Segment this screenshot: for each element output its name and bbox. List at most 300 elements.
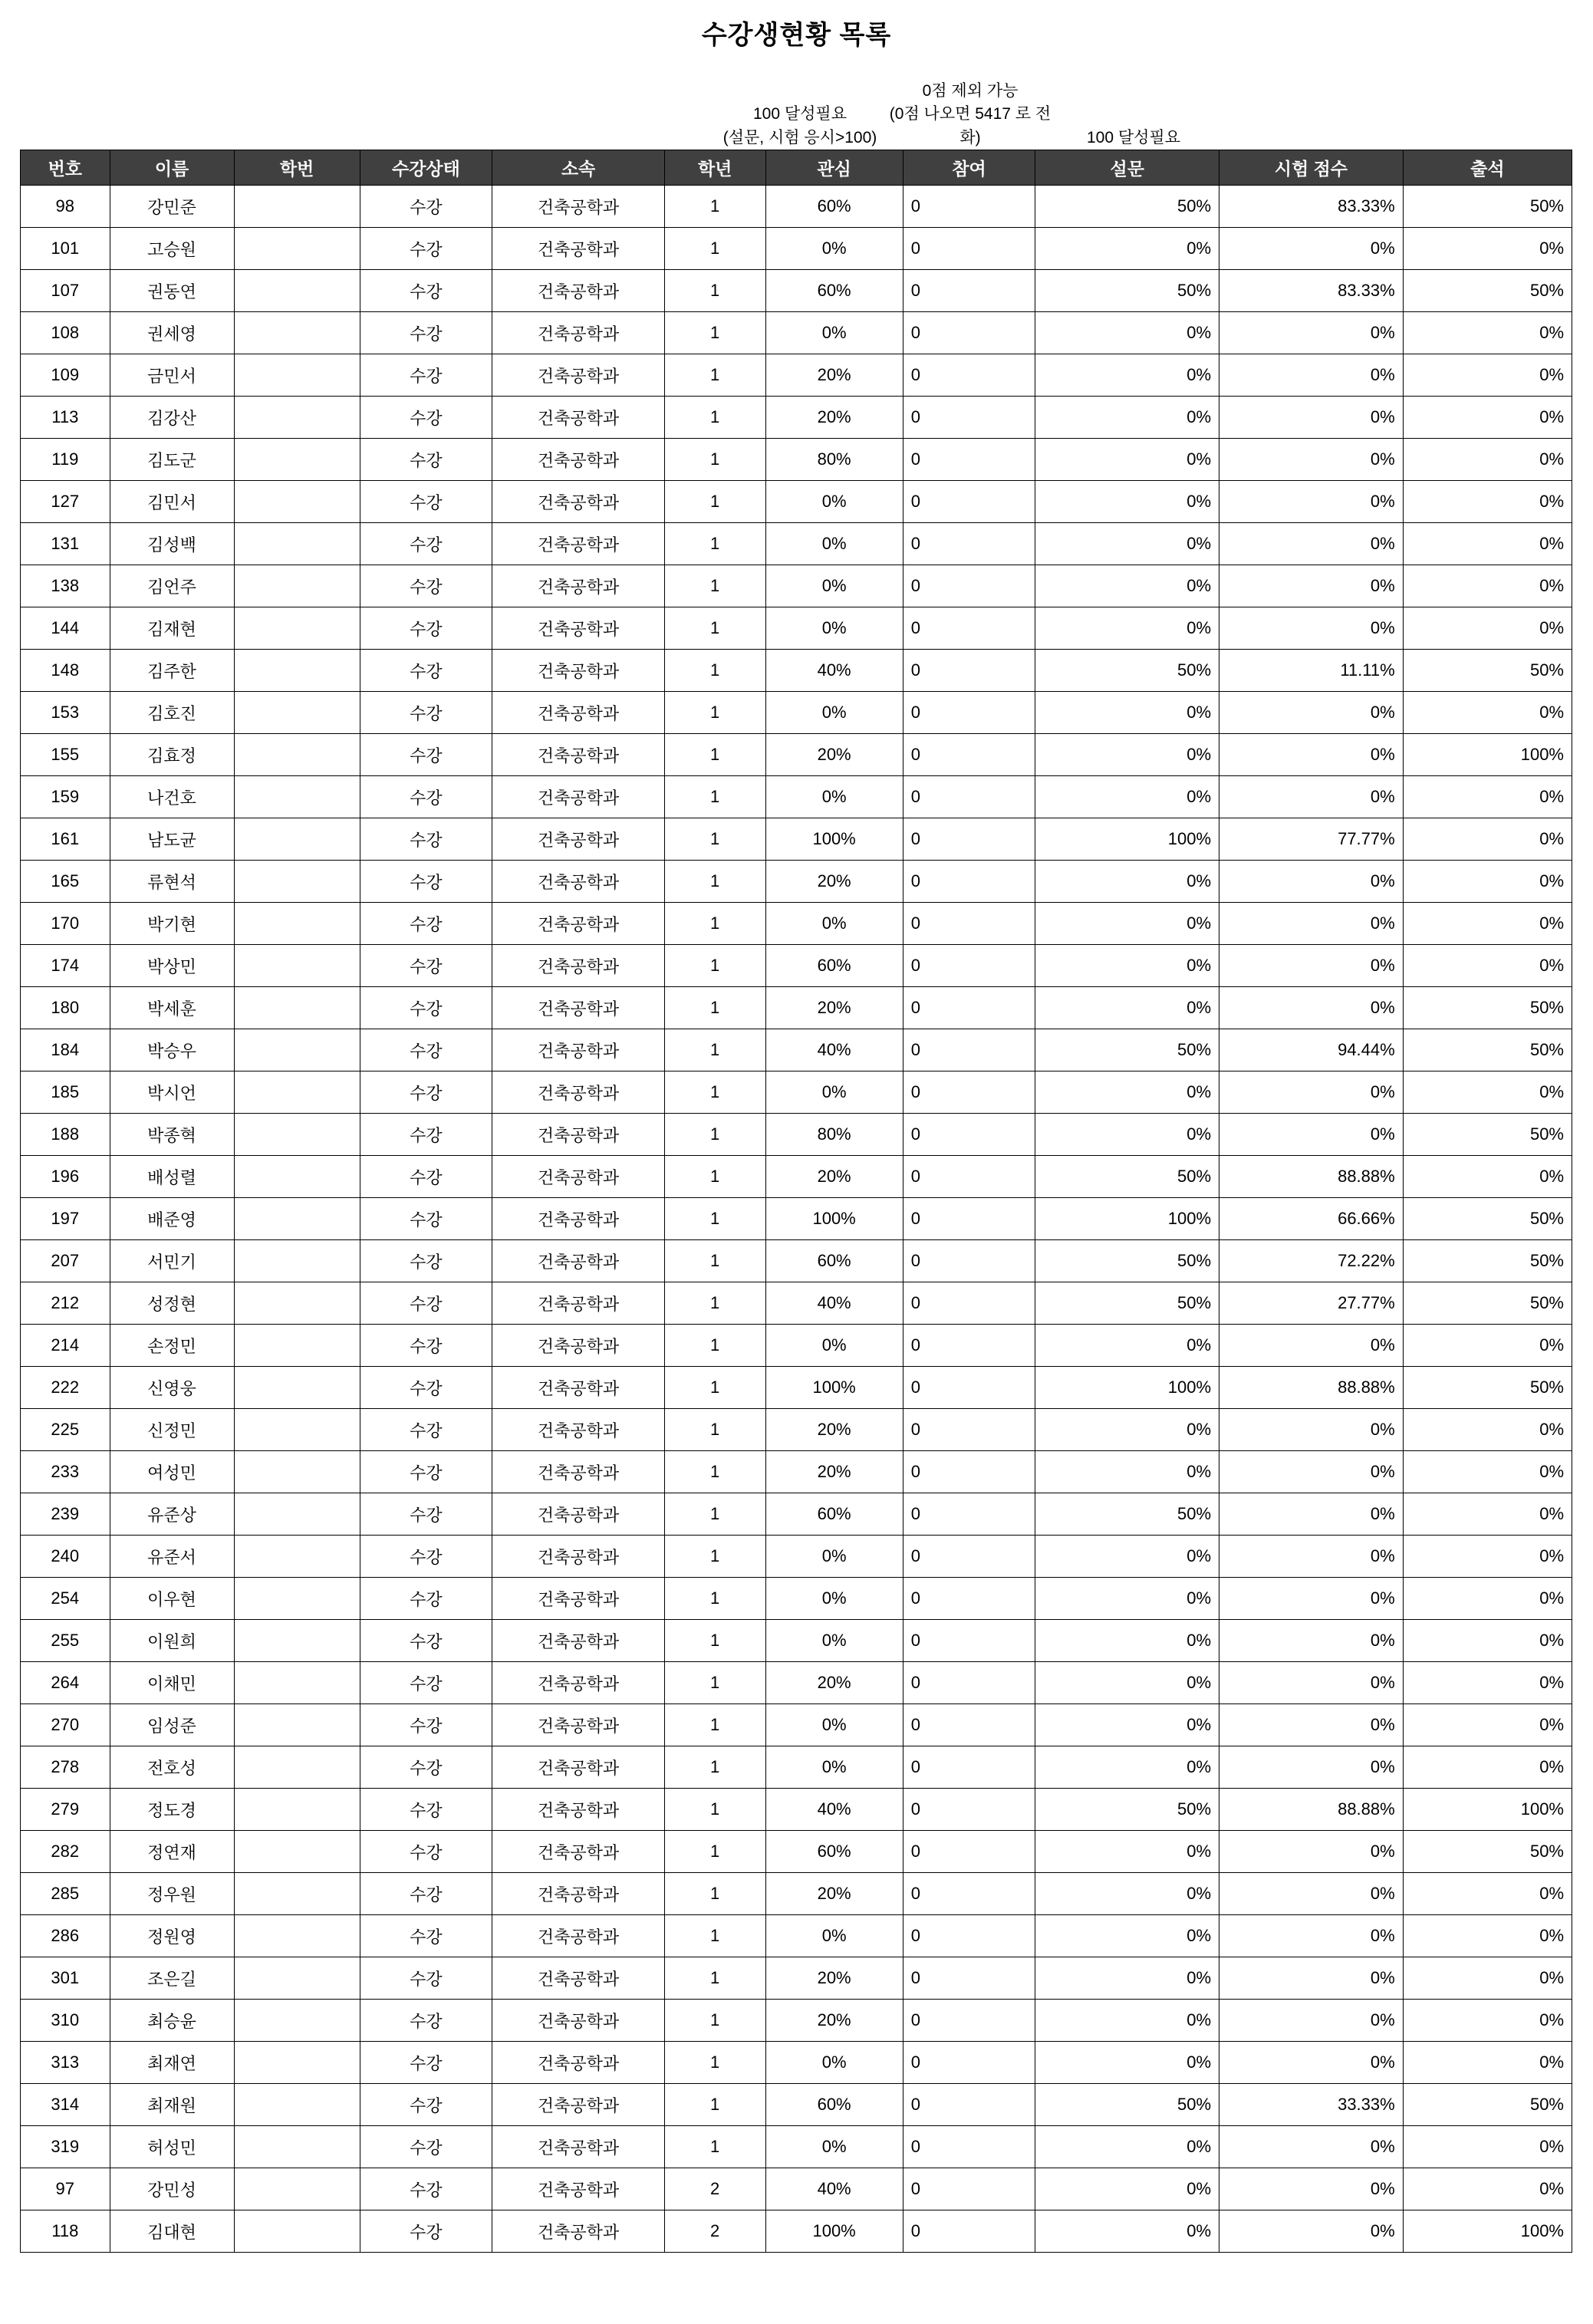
cell-exam: 77.77%: [1219, 818, 1404, 861]
cell-name: 정연재: [110, 1831, 234, 1873]
cell-dept: 건축공학과: [492, 2168, 665, 2210]
cell-participation: 0: [903, 1493, 1035, 1536]
cell-no: 279: [21, 1789, 110, 1831]
cell-survey: 50%: [1035, 270, 1219, 312]
cell-dept: 건축공학과: [492, 987, 665, 1029]
cell-status: 수강: [360, 818, 492, 861]
cell-participation: 0: [903, 565, 1035, 607]
cell-exam: 0%: [1219, 1915, 1404, 1957]
cell-name: 신정민: [110, 1409, 234, 1451]
cell-studentid: [234, 565, 360, 607]
table-row: [21, 818, 1572, 861]
cell-dept: 건축공학과: [492, 1789, 665, 1831]
cell-participation: 0: [903, 1071, 1035, 1114]
cell-no: 184: [21, 1029, 110, 1071]
cell-dept: 건축공학과: [492, 1746, 665, 1789]
cell-attendance: 0%: [1403, 1325, 1572, 1367]
cell-interest: 20%: [765, 861, 903, 903]
cell-survey: 0%: [1035, 861, 1219, 903]
cell-name: 김언주: [110, 565, 234, 607]
cell-no: 161: [21, 818, 110, 861]
cell-interest: 40%: [765, 1789, 903, 1831]
cell-exam: 0%: [1219, 1957, 1404, 2000]
cell-interest: 0%: [765, 228, 903, 270]
cell-survey: 0%: [1035, 692, 1219, 734]
cell-participation: 0: [903, 1957, 1035, 2000]
cell-no: 170: [21, 903, 110, 945]
cell-studentid: [234, 1451, 360, 1493]
cell-name: 이원희: [110, 1620, 234, 1662]
cell-interest: 0%: [765, 1915, 903, 1957]
cell-dept: 건축공학과: [492, 439, 665, 481]
cell-exam: 0%: [1219, 439, 1404, 481]
cell-grade: 1: [664, 1789, 765, 1831]
cell-no: 107: [21, 270, 110, 312]
cell-survey: 0%: [1035, 734, 1219, 776]
cell-survey: 50%: [1035, 2084, 1219, 2126]
cell-grade: 1: [664, 1915, 765, 1957]
cell-grade: 1: [664, 1662, 765, 1704]
cell-participation: 0: [903, 776, 1035, 818]
cell-exam: 0%: [1219, 1114, 1404, 1156]
cell-status: 수강: [360, 1493, 492, 1536]
column-header-exam: 시험 점수: [1219, 150, 1404, 186]
cell-grade: 1: [664, 439, 765, 481]
cell-grade: 1: [664, 1493, 765, 1536]
cell-dept: 건축공학과: [492, 1536, 665, 1578]
cell-attendance: 0%: [1403, 354, 1572, 397]
cell-interest: 60%: [765, 186, 903, 228]
cell-name: 김재현: [110, 607, 234, 650]
table-row: [21, 1873, 1572, 1915]
cell-attendance: 50%: [1403, 1198, 1572, 1240]
cell-exam: 0%: [1219, 1873, 1404, 1915]
table-row: [21, 2084, 1572, 2126]
table-row: [21, 650, 1572, 692]
cell-studentid: [234, 1114, 360, 1156]
cell-exam: 0%: [1219, 1704, 1404, 1746]
cell-survey: 0%: [1035, 565, 1219, 607]
cell-name: 임성준: [110, 1704, 234, 1746]
cell-grade: 1: [664, 397, 765, 439]
cell-participation: 0: [903, 1873, 1035, 1915]
cell-studentid: [234, 1156, 360, 1198]
cell-attendance: 0%: [1403, 1915, 1572, 1957]
table-row: [21, 1704, 1572, 1746]
cell-exam: 0%: [1219, 734, 1404, 776]
cell-participation: 0: [903, 692, 1035, 734]
cell-grade: 1: [664, 2084, 765, 2126]
cell-status: 수강: [360, 1662, 492, 1704]
table-row: [21, 987, 1572, 1029]
cell-status: 수강: [360, 1746, 492, 1789]
cell-attendance: 50%: [1403, 1029, 1572, 1071]
cell-survey: 0%: [1035, 987, 1219, 1029]
cell-studentid: [234, 987, 360, 1029]
column-header-no: 번호: [21, 150, 110, 186]
cell-participation: 0: [903, 987, 1035, 1029]
cell-dept: 건축공학과: [492, 1071, 665, 1114]
cell-participation: 0: [903, 186, 1035, 228]
cell-status: 수강: [360, 650, 492, 692]
cell-interest: 0%: [765, 2126, 903, 2168]
cell-studentid: [234, 2126, 360, 2168]
cell-exam: 83.33%: [1219, 270, 1404, 312]
cell-attendance: 0%: [1403, 2168, 1572, 2210]
cell-exam: 11.11%: [1219, 650, 1404, 692]
cell-dept: 건축공학과: [492, 1409, 665, 1451]
cell-grade: 1: [664, 1198, 765, 1240]
cell-dept: 건축공학과: [492, 818, 665, 861]
table-row: [21, 1282, 1572, 1325]
cell-name: 유준서: [110, 1536, 234, 1578]
cell-dept: 건축공학과: [492, 650, 665, 692]
cell-status: 수강: [360, 1156, 492, 1198]
cell-participation: 0: [903, 1620, 1035, 1662]
table-row: [21, 2126, 1572, 2168]
cell-participation: 0: [903, 1578, 1035, 1620]
cell-grade: 2: [664, 2210, 765, 2253]
cell-interest: 20%: [765, 1957, 903, 2000]
cell-grade: 1: [664, 2000, 765, 2042]
cell-interest: 20%: [765, 1409, 903, 1451]
cell-exam: 0%: [1219, 2210, 1404, 2253]
cell-interest: 20%: [765, 2000, 903, 2042]
cell-survey: 50%: [1035, 186, 1219, 228]
cell-no: 174: [21, 945, 110, 987]
cell-exam: 0%: [1219, 1831, 1404, 1873]
cell-no: 127: [21, 481, 110, 523]
cell-dept: 건축공학과: [492, 2084, 665, 2126]
cell-name: 서민기: [110, 1240, 234, 1282]
cell-exam: 0%: [1219, 861, 1404, 903]
cell-dept: 건축공학과: [492, 1662, 665, 1704]
cell-survey: 0%: [1035, 312, 1219, 354]
cell-grade: 1: [664, 1325, 765, 1367]
cell-status: 수강: [360, 1325, 492, 1367]
cell-participation: 0: [903, 312, 1035, 354]
cell-participation: 0: [903, 2210, 1035, 2253]
cell-name: 최승윤: [110, 2000, 234, 2042]
cell-survey: 0%: [1035, 1325, 1219, 1367]
cell-studentid: [234, 1789, 360, 1831]
cell-exam: 0%: [1219, 903, 1404, 945]
table-row: [21, 903, 1572, 945]
cell-name: 김민서: [110, 481, 234, 523]
cell-survey: 0%: [1035, 1746, 1219, 1789]
cell-participation: 0: [903, 1367, 1035, 1409]
cell-participation: 0: [903, 2000, 1035, 2042]
cell-name: 여성민: [110, 1451, 234, 1493]
cell-exam: 0%: [1219, 1493, 1404, 1536]
table-row: [21, 1789, 1572, 1831]
cell-exam: 88.88%: [1219, 1367, 1404, 1409]
cell-exam: 0%: [1219, 1325, 1404, 1367]
cell-participation: 0: [903, 1789, 1035, 1831]
cell-exam: 0%: [1219, 1071, 1404, 1114]
cell-name: 권세영: [110, 312, 234, 354]
cell-attendance: 50%: [1403, 650, 1572, 692]
cell-dept: 건축공학과: [492, 312, 665, 354]
cell-exam: 0%: [1219, 1578, 1404, 1620]
cell-studentid: [234, 1536, 360, 1578]
table-row: [21, 1578, 1572, 1620]
cell-dept: 건축공학과: [492, 2126, 665, 2168]
cell-grade: 1: [664, 1240, 765, 1282]
cell-interest: 100%: [765, 818, 903, 861]
cell-dept: 건축공학과: [492, 734, 665, 776]
table-row: [21, 1198, 1572, 1240]
cell-name: 박승우: [110, 1029, 234, 1071]
cell-attendance: 0%: [1403, 861, 1572, 903]
cell-participation: 0: [903, 1704, 1035, 1746]
cell-survey: 0%: [1035, 2126, 1219, 2168]
cell-participation: 0: [903, 818, 1035, 861]
cell-exam: 0%: [1219, 481, 1404, 523]
cell-no: 185: [21, 1071, 110, 1114]
cell-name: 김호진: [110, 692, 234, 734]
cell-dept: 건축공학과: [492, 270, 665, 312]
cell-grade: 1: [664, 692, 765, 734]
cell-no: 118: [21, 2210, 110, 2253]
cell-attendance: 50%: [1403, 1114, 1572, 1156]
cell-interest: 0%: [765, 1746, 903, 1789]
table-row: [21, 1746, 1572, 1789]
cell-grade: 1: [664, 1746, 765, 1789]
cell-exam: 0%: [1219, 2126, 1404, 2168]
cell-dept: 건축공학과: [492, 2000, 665, 2042]
cell-interest: 60%: [765, 1493, 903, 1536]
table-row: [21, 2168, 1572, 2210]
table-row: [21, 1240, 1572, 1282]
cell-grade: 1: [664, 861, 765, 903]
cell-grade: 1: [664, 481, 765, 523]
cell-name: 박시언: [110, 1071, 234, 1114]
cell-no: 212: [21, 1282, 110, 1325]
cell-no: 101: [21, 228, 110, 270]
cell-interest: 20%: [765, 734, 903, 776]
cell-no: 278: [21, 1746, 110, 1789]
cell-survey: 0%: [1035, 607, 1219, 650]
cell-attendance: 0%: [1403, 1957, 1572, 2000]
cell-exam: 0%: [1219, 1620, 1404, 1662]
cell-studentid: [234, 1071, 360, 1114]
cell-attendance: 50%: [1403, 270, 1572, 312]
table-row: [21, 1620, 1572, 1662]
cell-survey: 0%: [1035, 1704, 1219, 1746]
cell-interest: 0%: [765, 2042, 903, 2084]
cell-name: 정우원: [110, 1873, 234, 1915]
cell-name: 나건호: [110, 776, 234, 818]
cell-participation: 0: [903, 861, 1035, 903]
cell-attendance: 0%: [1403, 397, 1572, 439]
cell-name: 손정민: [110, 1325, 234, 1367]
table-row: [21, 2210, 1572, 2253]
cell-participation: 0: [903, 1325, 1035, 1367]
cell-grade: 1: [664, 1957, 765, 2000]
cell-grade: 1: [664, 1409, 765, 1451]
cell-grade: 1: [664, 650, 765, 692]
cell-grade: 1: [664, 1114, 765, 1156]
cell-studentid: [234, 818, 360, 861]
cell-exam: 0%: [1219, 1536, 1404, 1578]
cell-interest: 100%: [765, 2210, 903, 2253]
cell-dept: 건축공학과: [492, 228, 665, 270]
cell-interest: 40%: [765, 1282, 903, 1325]
cell-dept: 건축공학과: [492, 1198, 665, 1240]
cell-no: 109: [21, 354, 110, 397]
cell-interest: 0%: [765, 776, 903, 818]
cell-status: 수강: [360, 354, 492, 397]
cell-attendance: 0%: [1403, 1578, 1572, 1620]
cell-survey: 50%: [1035, 1789, 1219, 1831]
cell-dept: 건축공학과: [492, 1578, 665, 1620]
cell-no: 282: [21, 1831, 110, 1873]
cell-name: 권동연: [110, 270, 234, 312]
cell-attendance: 0%: [1403, 1071, 1572, 1114]
cell-status: 수강: [360, 1620, 492, 1662]
cell-grade: 1: [664, 776, 765, 818]
cell-attendance: 0%: [1403, 2000, 1572, 2042]
cell-exam: 0%: [1219, 2042, 1404, 2084]
cell-participation: 0: [903, 523, 1035, 565]
cell-name: 김효정: [110, 734, 234, 776]
cell-dept: 건축공학과: [492, 1114, 665, 1156]
cell-participation: 0: [903, 1746, 1035, 1789]
cell-studentid: [234, 1325, 360, 1367]
cell-status: 수강: [360, 565, 492, 607]
cell-exam: 0%: [1219, 945, 1404, 987]
cell-no: 225: [21, 1409, 110, 1451]
cell-grade: 1: [664, 354, 765, 397]
cell-status: 수강: [360, 1282, 492, 1325]
cell-status: 수강: [360, 1114, 492, 1156]
cell-survey: 0%: [1035, 1915, 1219, 1957]
cell-status: 수강: [360, 1578, 492, 1620]
table-row: [21, 354, 1572, 397]
cell-dept: 건축공학과: [492, 861, 665, 903]
cell-studentid: [234, 650, 360, 692]
cell-grade: 1: [664, 1873, 765, 1915]
cell-exam: 0%: [1219, 2168, 1404, 2210]
table-row: [21, 692, 1572, 734]
cell-status: 수강: [360, 1198, 492, 1240]
cell-attendance: 0%: [1403, 439, 1572, 481]
cell-status: 수강: [360, 1704, 492, 1746]
cell-status: 수강: [360, 1873, 492, 1915]
cell-survey: 0%: [1035, 2210, 1219, 2253]
cell-interest: 20%: [765, 1662, 903, 1704]
cell-status: 수강: [360, 903, 492, 945]
table-row: [21, 776, 1572, 818]
cell-no: 196: [21, 1156, 110, 1198]
table-row: [21, 1071, 1572, 1114]
cell-exam: 0%: [1219, 987, 1404, 1029]
cell-status: 수강: [360, 861, 492, 903]
cell-no: 239: [21, 1493, 110, 1536]
cell-interest: 0%: [765, 1071, 903, 1114]
cell-no: 148: [21, 650, 110, 692]
cell-status: 수강: [360, 1451, 492, 1493]
cell-name: 유준상: [110, 1493, 234, 1536]
cell-attendance: 50%: [1403, 987, 1572, 1029]
cell-exam: 0%: [1219, 2000, 1404, 2042]
cell-attendance: 100%: [1403, 2210, 1572, 2253]
cell-exam: 0%: [1219, 397, 1404, 439]
cell-dept: 건축공학과: [492, 1957, 665, 2000]
cell-studentid: [234, 1198, 360, 1240]
table-row: [21, 228, 1572, 270]
cell-survey: 0%: [1035, 1873, 1219, 1915]
cell-exam: 66.66%: [1219, 1198, 1404, 1240]
cell-participation: 0: [903, 1029, 1035, 1071]
table-row: [21, 481, 1572, 523]
cell-studentid: [234, 1957, 360, 2000]
cell-name: 고승원: [110, 228, 234, 270]
cell-no: 188: [21, 1114, 110, 1156]
cell-dept: 건축공학과: [492, 186, 665, 228]
cell-status: 수강: [360, 439, 492, 481]
cell-status: 수강: [360, 2042, 492, 2084]
cell-no: 180: [21, 987, 110, 1029]
table-row: [21, 1409, 1572, 1451]
cell-name: 최재연: [110, 2042, 234, 2084]
cell-survey: 0%: [1035, 1620, 1219, 1662]
cell-no: 301: [21, 1957, 110, 2000]
cell-participation: 0: [903, 2042, 1035, 2084]
cell-no: 286: [21, 1915, 110, 1957]
cell-participation: 0: [903, 1831, 1035, 1873]
cell-no: 319: [21, 2126, 110, 2168]
cell-survey: 100%: [1035, 1198, 1219, 1240]
column-header-interest: 관심: [765, 150, 903, 186]
cell-no: 310: [21, 2000, 110, 2042]
cell-attendance: 100%: [1403, 734, 1572, 776]
cell-survey: 0%: [1035, 228, 1219, 270]
cell-exam: 0%: [1219, 565, 1404, 607]
cell-no: 222: [21, 1367, 110, 1409]
table-row: [21, 1493, 1572, 1536]
cell-status: 수강: [360, 1240, 492, 1282]
cell-attendance: 0%: [1403, 818, 1572, 861]
cell-dept: 건축공학과: [492, 692, 665, 734]
cell-name: 신영웅: [110, 1367, 234, 1409]
cell-name: 박상민: [110, 945, 234, 987]
cell-status: 수강: [360, 2000, 492, 2042]
cell-attendance: 0%: [1403, 1873, 1572, 1915]
cell-interest: 20%: [765, 1451, 903, 1493]
cell-interest: 100%: [765, 1198, 903, 1240]
cell-interest: 0%: [765, 1620, 903, 1662]
cell-dept: 건축공학과: [492, 1915, 665, 1957]
cell-dept: 건축공학과: [492, 1451, 665, 1493]
cell-participation: 0: [903, 903, 1035, 945]
cell-survey: 0%: [1035, 1536, 1219, 1578]
cell-survey: 0%: [1035, 903, 1219, 945]
cell-studentid: [234, 903, 360, 945]
cell-survey: 50%: [1035, 1282, 1219, 1325]
column-notes: [0, 59, 1593, 150]
cell-survey: 50%: [1035, 1029, 1219, 1071]
cell-studentid: [234, 1831, 360, 1873]
cell-grade: 1: [664, 1367, 765, 1409]
cell-exam: 0%: [1219, 1451, 1404, 1493]
cell-no: 119: [21, 439, 110, 481]
cell-exam: 88.88%: [1219, 1789, 1404, 1831]
cell-no: 144: [21, 607, 110, 650]
cell-grade: 1: [664, 270, 765, 312]
cell-no: 108: [21, 312, 110, 354]
